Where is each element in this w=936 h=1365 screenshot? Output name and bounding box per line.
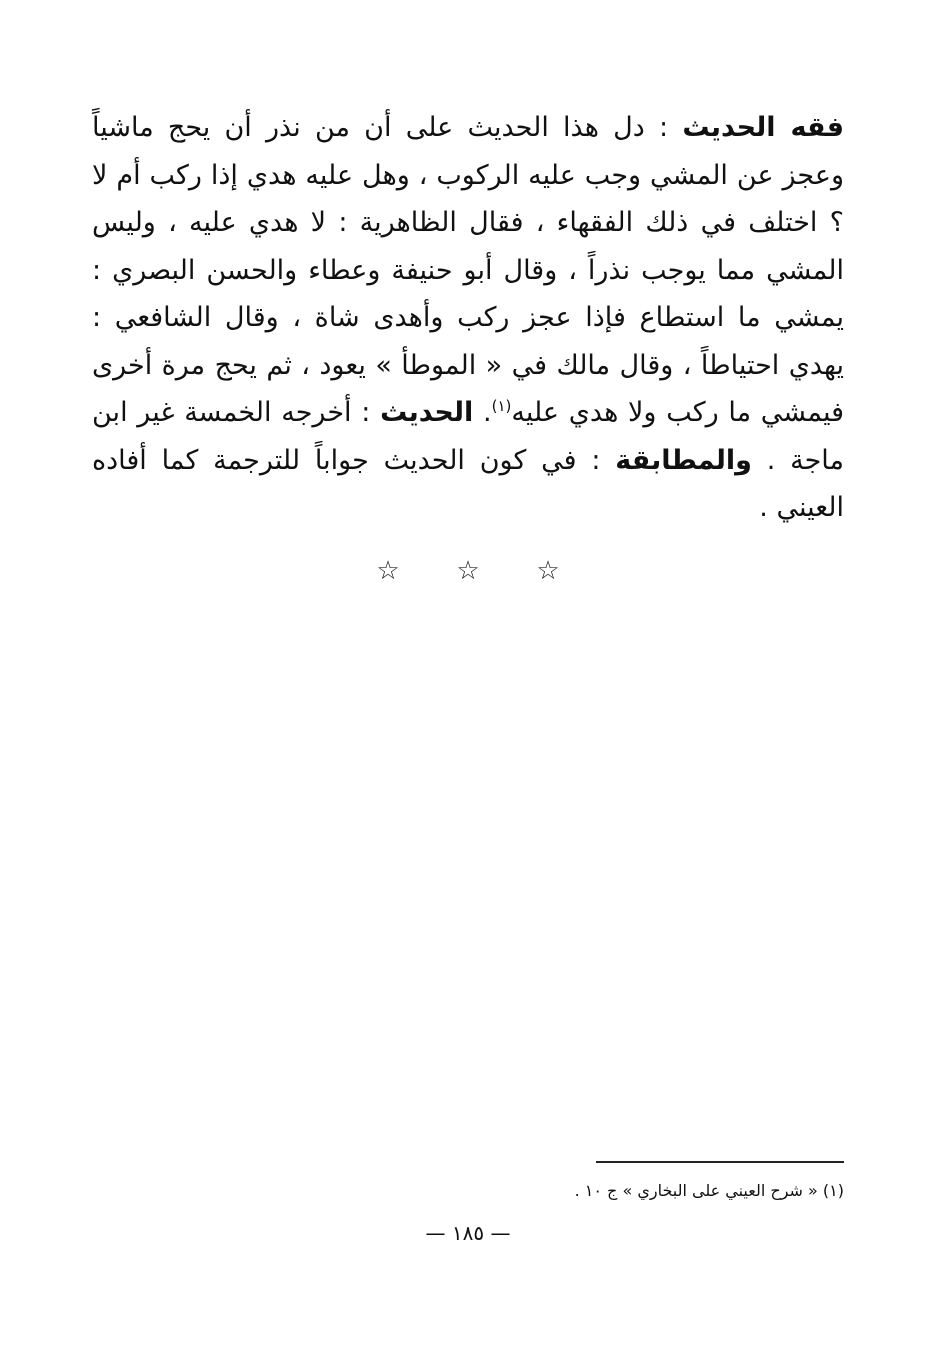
paragraph-text-part-2: . <box>473 397 492 428</box>
footnote-reference[interactable]: (١) <box>491 397 512 415</box>
star-icon: ☆ <box>376 556 400 586</box>
page-number: — ١٨٥ — <box>425 1221 511 1245</box>
footnote-divider <box>596 1161 844 1163</box>
footnote: (١) « شرح العيني على البخاري » ج ١٠ . <box>574 1181 844 1200</box>
paragraph-text-part-3: : أخرجه الخمسة غير ابن ماجة . <box>92 397 844 476</box>
section-separator <box>368 556 568 586</box>
star-icon: ☆ <box>456 556 480 586</box>
paragraph-text-part-1: : دل هذا الحديث على أن من نذر أن يحج ماشياً وعجز عن المشي وجب عليه الركوب ، وهل عليه هدي إذا ركب أم لا ؟ اختلف في ذلك الفقهاء ، فقال الظاهرية : لا هدي عليه ، وليس المشي مما يوجب نذراً ، وقال أبو حنيفة وعطاء والحسن البصري : يمشي ما استطاع فإذا عجز ركب وأهدى شاة ، وقال الشافعي : يهدي احتياطاً ، وقال مالك في « الموطأ » يعود ، ثم يحج مرة أخرى فيمشي ما ركب ولا هدي عليه <box>92 112 845 428</box>
paragraph-text-part-4: : في كون الحديث جواباً للترجمة كما أفاده العيني . <box>92 444 844 523</box>
main-paragraph <box>92 104 844 532</box>
heading-term-fiqh-al-hadith: فقه الحديث <box>682 112 844 143</box>
star-icon: ☆ <box>536 556 560 586</box>
matching-term: والمطابقة <box>615 444 752 476</box>
hadith-term: الحديث <box>380 397 474 428</box>
